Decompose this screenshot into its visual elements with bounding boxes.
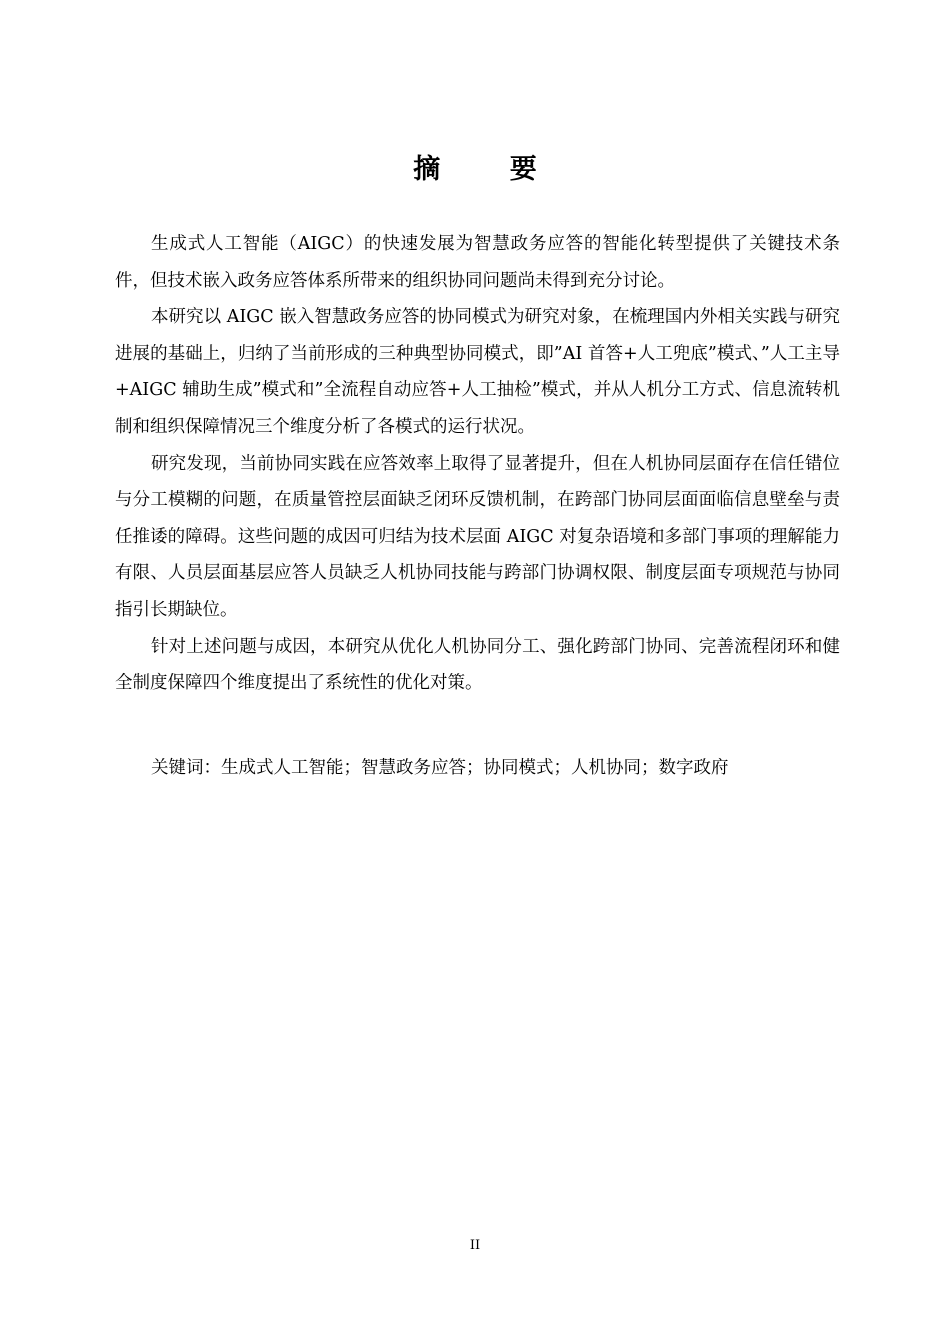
abstract-paragraph: 生成式人工智能（AIGC）的快速发展为智慧政务应答的智能化转型提供了关键技术条件，但技术嵌入政务应答体系所带来的组织协同问题尚未得到充分讨论。 <box>115 234 840 291</box>
page-number: II <box>469 1238 481 1253</box>
abstract-paragraph: 本研究以 AIGC 嵌入智慧政务应答的协同模式为研究对象，在梳理国内外相关实践与研究进展的基础上，归纳了当前形成的三种典型协同模式，即”AI 首答+人工兜底”模式、”人工主导+AIGC 辅助生成”模式和”全流程自动应答+人工抽检”模式，并从人机分工方式、信息流转机制和组织保障情况三个维度分析了各模式的运行状况。 <box>115 307 840 437</box>
keywords-line: 关键词：生成式人工智能；智慧政务应答；协同模式；人机协同；数字政府 <box>151 758 729 778</box>
abstract-title: 摘 要 <box>413 154 567 185</box>
abstract-paragraph: 针对上述问题与成因，本研究从优化人机协同分工、强化跨部门协同、完善流程闭环和健全制度保障四个维度提出了系统性的优化对策。 <box>115 636 840 694</box>
abstract-paragraph: 研究发现，当前协同实践在应答效率上取得了显著提升，但在人机协同层面存在信任错位与分工模糊的问题，在质量管控层面缺乏闭环反馈机制，在跨部门协同层面面临信息壁垒与责任推诿的障碍。这些问题的成因可归结为技术层面 AIGC 对复杂语境和多部门事项的理解能力有限、人员层面基层应答人员缺乏人机协同技能与跨部门协调权限、制度层面专项规范与协同指引长期缺位。 <box>115 453 840 620</box>
abstract-body <box>115 226 840 702</box>
